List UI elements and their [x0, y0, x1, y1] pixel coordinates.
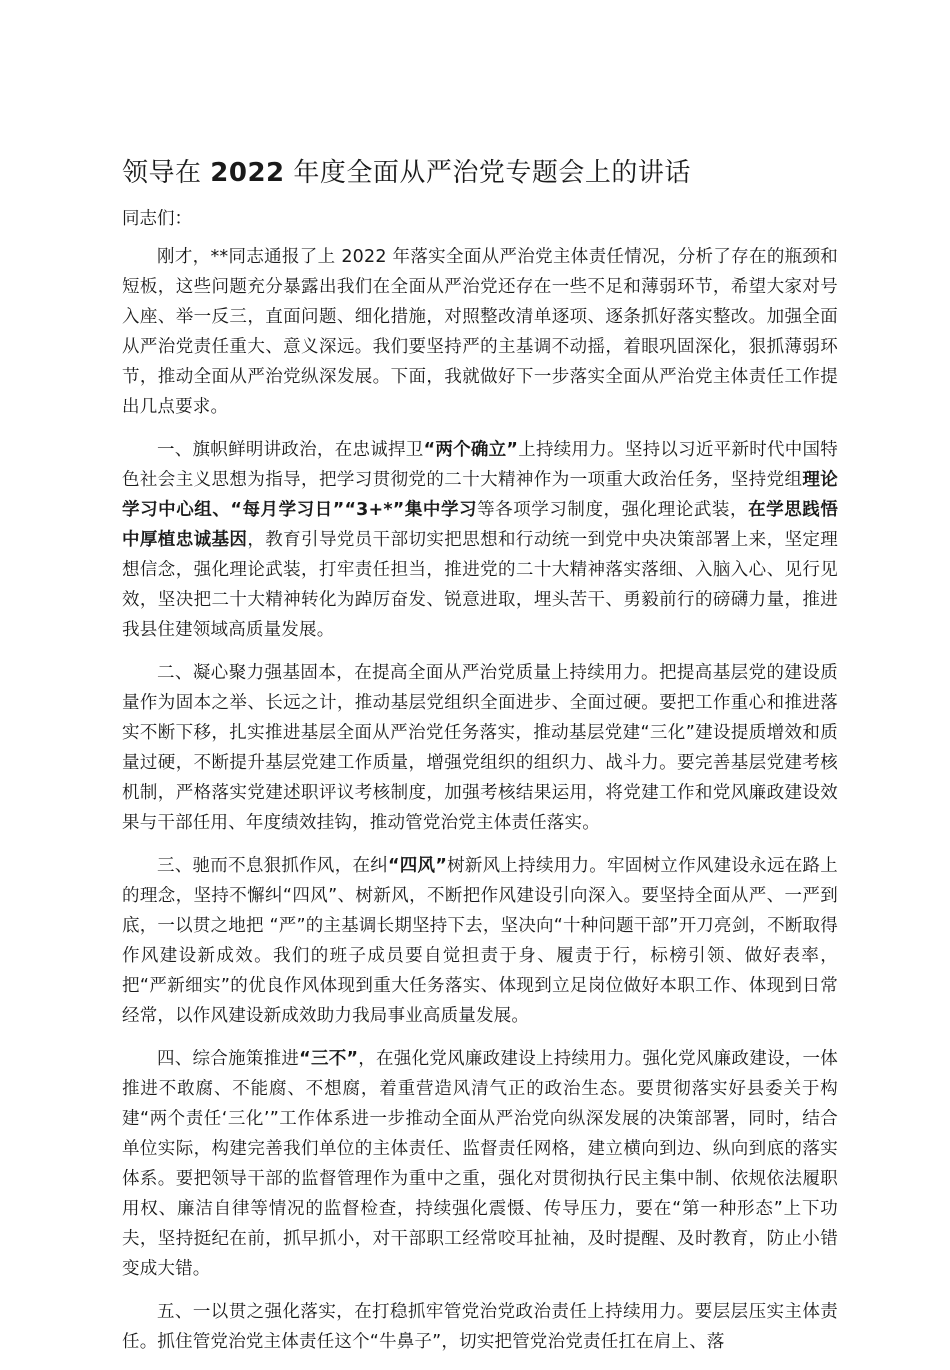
title-suffix: 年度全面从严治党专题会上的讲话 [293, 158, 691, 188]
p4-bold-1: “三不” [299, 1049, 359, 1069]
document-title [122, 150, 838, 196]
p1-bold-2: 理论学习中心组、“每月学习日”“3+*”集中学习 [122, 470, 838, 520]
greeting: 同志们： [122, 209, 192, 229]
p3-text-1: 三、驰而不息狠抓作风，在纠 [157, 856, 389, 876]
p1-text-3: 等各项学习制度，强化理论武装， [477, 500, 749, 520]
p3-bold-1: “四风” [388, 856, 448, 876]
paragraph-section-2: 二、凝心聚力强基固本，在提高全面从严治党质量上持续用力。把提高基层党的建设质量作为固本之举、长远之计，推动基层党组织全面进步、全面过硬。要把工作重心和推进落实不断下移，扎实推进基层全面从严治党任务落实，推动基层党建“三化”建设提质增效和质量过硬，不断提升基层党建工作质量，增强党组织的组织力、战斗力。要完善基层党建考核机制，严格落实党建述职评议考核制度，加强考核结果运用，将党建工作和党风廉政建设效果与干部任用、年度绩效挂钩，推动管党治党主体责任落实。 [122, 663, 838, 833]
paragraph-intro: 刚才，**同志通报了上 2022 年落实全面从严治党主体责任情况，分析了存在的瓶颈和短板，这些问题充分暴露出我们在全面从严治党还存在一些不足和薄弱环节，希望大家对号入座、举一反三，直面问题、细化措施，对照整改清单逐项、逐条抓好落实整改。加强全面从严治党责任重大、意义深远。我们要坚持严的主基调不动摇，着眼巩固深化，狠抓薄弱环节，推动全面从严治党纵深发展。下面，我就做好下一步落实全面从严治党主体责任工作提出几点要求。 [122, 247, 838, 417]
paragraph-section-3 [122, 851, 838, 1031]
p1-text-2: 上持续用力。坚持以习近平新时代中国特色社会主义思想为指导，把学习贯彻党的二十大精神作为一项重大政治任务，坚持党组 [122, 440, 838, 490]
paragraph-section-1 [122, 435, 838, 645]
title-prefix: 领导在 [122, 158, 202, 188]
p1-text-1: 一、旗帜鲜明讲政治，在忠诚捍卫 [157, 440, 424, 460]
title-year: 2022 [210, 158, 285, 188]
document-page [122, 150, 838, 1370]
p4-text-2: ，在强化党风廉政建设上持续用力。强化党风廉政建设，一体推进不敢腐、不能腐、不想腐，着重营造风清气正的政治生态。要贯彻落实好县委关于构建“两个责任‘三化’”工作体系进一步推动全面从严治党向纵深发展的决策部署，同时，结合单位实际，构建完善我们单位的主体责任、监督责任网格，建立横向到边、纵向到底的落实体系。要把领导干部的监督管理作为重中之重，强化对贯彻执行民主集中制、依规依法履职用权、廉洁自律等情况的监督检查，持续强化震慑、传导压力，要在“第一种形态”上下功夫，坚持挺纪在前，抓早抓小，对干部职工经常咬耳扯袖，及时提醒、及时教育，防止小错变成大错。 [122, 1049, 838, 1279]
p3-text-2: 树新风上持续用力。牢固树立作风建设永远在路上的理念，坚持不懈纠“四风”、树新风，不断把作风建设引向深入。要坚持全面从严、一严到底，一以贯之地把 “严”的主基调长期坚持下去，坚决向“十种问题干部”开刀亮剑，不断取得作风建设新成效。我们的班子成员要自觉担责于身、履责于行，标榜引领、做好表率，把“严新细实”的优良作风体现到重大任务落实、体现到立足岗位做好本职工作、体现到日常经常，以作风建设新成效助力我局事业高质量发展。 [122, 856, 838, 1026]
paragraph-section-4 [122, 1044, 838, 1284]
p1-bold-3: 在学思践悟中厚植忠诚基因 [122, 500, 839, 550]
p4-text-1: 四、综合施策推进 [157, 1049, 300, 1069]
p1-text-4: ，教育引导党员干部切实把思想和行动统一到党中央决策部署上来，坚定理想信念，强化理论武装，打牢责任担当，推进党的二十大精神落实落细、入脑入心、见行见效，坚决把二十大精神转化为踔厉奋发、锐意进取，埋头苦干、勇毅前行的磅礴力量，推进我县住建领域高质量发展。 [122, 530, 838, 640]
p1-bold-1: “两个确立” [423, 440, 519, 460]
paragraph-section-5: 五、一以贯之强化落实，在打稳抓牢管党治党政治责任上持续用力。要层层压实主体责任。抓住管党治党主体责任这个“牛鼻子”，切实把管党治党责任扛在肩上、落 [122, 1302, 838, 1352]
